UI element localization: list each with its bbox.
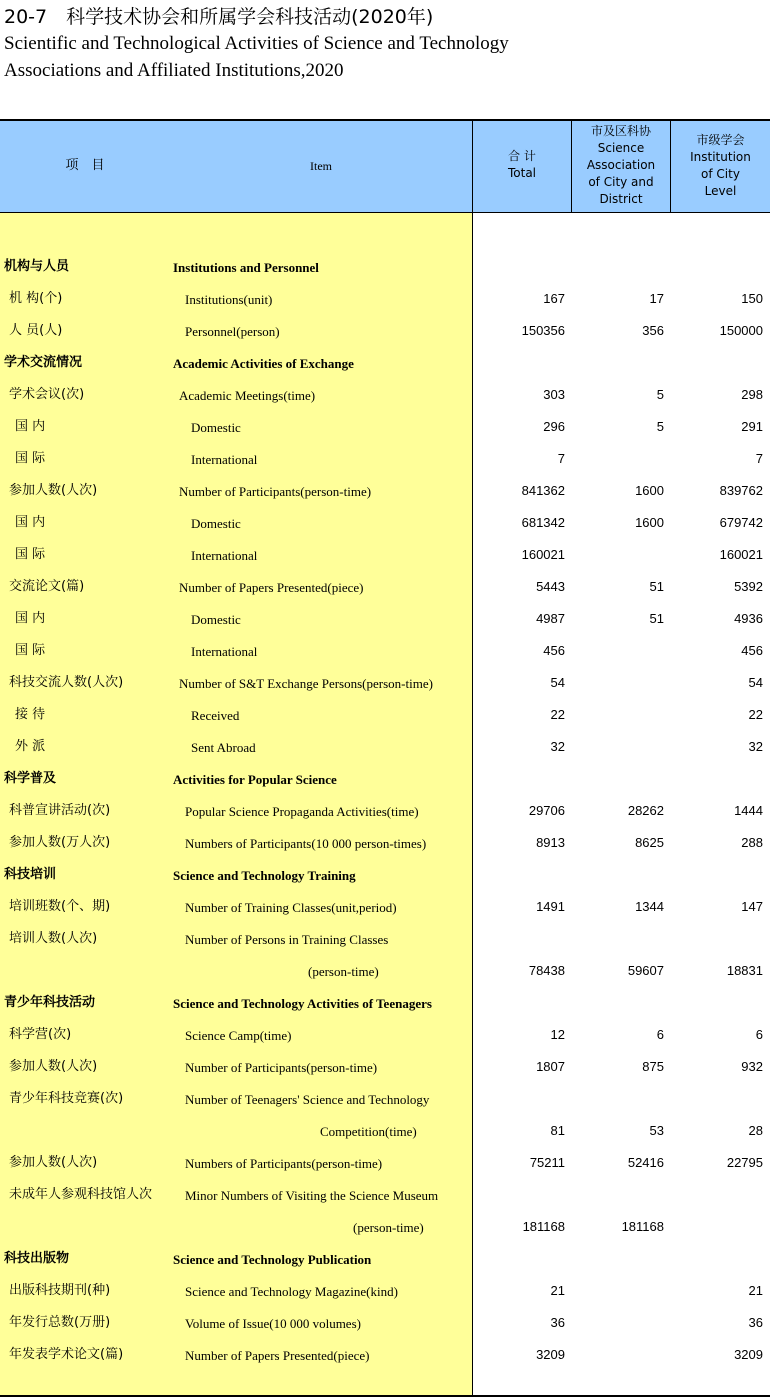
row-label-chinese: 科技交流人数(人次)	[9, 675, 124, 690]
row-label-english: Number of S&T Exchange Persons(person-time)	[179, 676, 433, 691]
row-label-english: Volume of Issue(10 000 volumes)	[185, 1316, 361, 1331]
cell-total: 303	[543, 387, 565, 402]
row-label-english: Science Camp(time)	[185, 1028, 292, 1043]
row-label-chinese: 国 际	[15, 643, 46, 658]
cell-institution: 3209	[734, 1347, 763, 1362]
table-row	[0, 411, 770, 443]
row-label-chinese: 人 员(人)	[9, 323, 63, 338]
cell-institution: 5392	[734, 579, 763, 594]
cell-total: 12	[550, 1027, 565, 1042]
row-label-chinese: 年发表学术论文(篇)	[9, 1347, 124, 1362]
cell-institution: 932	[741, 1059, 763, 1074]
table-title-chinese: 20-7 科学技术协会和所属学会科技活动(2020年)	[4, 6, 434, 28]
row-label-english: International	[191, 644, 258, 659]
cell-institution: 36	[748, 1315, 763, 1330]
row-label-english: International	[191, 548, 258, 563]
table-row	[0, 283, 770, 315]
row-label-chinese: 未成年人参观科技馆人次	[9, 1187, 153, 1202]
cell-total: 78438	[528, 963, 565, 978]
row-label-english: Institutions(unit)	[185, 292, 273, 307]
cell-city-district: 51	[649, 579, 664, 594]
header-institution-english: Institution	[690, 150, 751, 164]
cell-institution: 1444	[734, 803, 763, 818]
row-label-english: Personnel(person)	[185, 324, 280, 339]
row-label-english: Domestic	[191, 612, 241, 627]
table-row	[0, 507, 770, 539]
cell-city-district: 51	[649, 611, 664, 626]
table-row	[0, 1211, 770, 1243]
header-city-district	[572, 123, 670, 208]
cell-total: 21	[550, 1283, 565, 1298]
cell-institution: 160021	[719, 547, 763, 562]
cell-total: 7	[557, 451, 565, 466]
cell-total: 1807	[536, 1059, 565, 1074]
cell-city-district: 52416	[627, 1155, 664, 1170]
cell-city-district: 5	[656, 419, 664, 434]
cell-total: 296	[543, 419, 565, 434]
row-label-chinese: 青少年科技活动	[4, 995, 96, 1010]
header-city-english: Association	[586, 158, 656, 172]
cell-total: 1491	[536, 899, 565, 914]
row-label-english: Competition(time)	[320, 1124, 417, 1139]
cell-city-district: 8625	[635, 835, 664, 850]
cell-institution: 21	[748, 1283, 763, 1298]
row-label-english: Science and Technology Publication	[173, 1252, 372, 1267]
cell-institution: 32	[748, 739, 763, 754]
table-row	[0, 1051, 770, 1083]
table-row	[0, 795, 770, 827]
table-row	[0, 1019, 770, 1051]
cell-city-district: 1600	[635, 515, 664, 530]
cell-city-district: 356	[642, 323, 664, 338]
title-block	[4, 4, 509, 84]
row-label-chinese: 机构与人员	[4, 259, 70, 274]
row-label-chinese: 培训人数(人次)	[9, 931, 98, 946]
row-label-chinese: 外 派	[15, 739, 46, 754]
table-row	[0, 315, 770, 347]
cell-institution: 456	[741, 643, 763, 658]
cell-institution: 54	[748, 675, 763, 690]
cell-city-district: 53	[649, 1123, 664, 1138]
cell-institution: 22795	[726, 1155, 763, 1170]
row-label-english: Minor Numbers of Visiting the Science Museum	[185, 1188, 439, 1203]
row-label-chinese: 接 待	[15, 707, 46, 722]
cell-institution: 28	[748, 1123, 763, 1138]
cell-institution: 147	[741, 899, 763, 914]
row-label-chinese: 科普宣讲活动(次)	[9, 803, 111, 818]
header-institution-chinese: 市级学会	[696, 133, 745, 147]
header-city-english: of City and	[588, 175, 654, 189]
header-item-english: Item	[310, 159, 332, 173]
section-header-row	[0, 763, 770, 795]
cell-city-district: 875	[642, 1059, 664, 1074]
row-label-chinese: 交流论文(篇)	[9, 579, 85, 594]
cell-total: 681342	[521, 515, 565, 530]
cell-total: 160021	[521, 547, 565, 562]
table-row	[0, 603, 770, 635]
row-label-chinese: 青少年科技竞赛(次)	[9, 1091, 124, 1106]
table-row	[0, 1339, 770, 1371]
header-institution-english: Level	[704, 184, 737, 198]
table-title-english-line-1: Scientific and Technological Activities of Science and Technology	[4, 33, 509, 54]
table-row	[0, 379, 770, 411]
section-header-row	[0, 251, 770, 283]
row-label-english: Activities for Popular Science	[173, 772, 337, 787]
table-row	[0, 955, 770, 987]
header-total	[473, 148, 571, 182]
row-label-chinese: 科技出版物	[4, 1251, 70, 1266]
table-row	[0, 475, 770, 507]
cell-city-district: 28262	[627, 803, 664, 818]
cell-city-district: 17	[649, 291, 664, 306]
row-label-english: Numbers of Participants(person-time)	[185, 1156, 383, 1171]
cell-total: 22	[550, 707, 565, 722]
row-label-chinese: 科学营(次)	[9, 1027, 72, 1042]
section-header-row	[0, 859, 770, 891]
row-label-chinese: 参加人数(人次)	[9, 1155, 98, 1170]
header-item-chinese: 项 目	[65, 158, 105, 173]
row-label-english: Science and Technology Training	[173, 868, 356, 883]
row-label-english: Academic Meetings(time)	[179, 388, 316, 403]
cell-city-district: 1600	[635, 483, 664, 498]
table-row	[0, 1275, 770, 1307]
table-row	[0, 731, 770, 763]
row-label-chinese: 学术会议(次)	[9, 387, 85, 402]
table-row	[0, 443, 770, 475]
cell-total: 8913	[536, 835, 565, 850]
cell-city-district: 1344	[635, 899, 664, 914]
row-label-chinese: 国 内	[15, 515, 46, 530]
cell-institution: 18831	[726, 963, 763, 978]
cell-total: 81	[550, 1123, 565, 1138]
header-total-english: Total	[507, 166, 537, 180]
header-city-english: Science	[597, 141, 645, 155]
cell-city-district: 5	[656, 387, 664, 402]
cell-total: 75211	[529, 1155, 565, 1170]
row-label-english: Numbers of Participants(10 000 person-times)	[185, 836, 427, 851]
cell-total: 29706	[528, 803, 565, 818]
header-institution-english: of City	[701, 167, 740, 181]
table-row	[0, 1179, 770, 1211]
table-row	[0, 539, 770, 571]
row-label-chinese: 参加人数(人次)	[9, 1059, 98, 1074]
header-city-chinese: 市及区科协	[590, 124, 651, 138]
table-row	[0, 1083, 770, 1115]
cell-total: 36	[550, 1315, 565, 1330]
row-label-chinese: 出版科技期刊(种)	[9, 1283, 111, 1298]
row-label-english: Number of Teenagers' Science and Technology	[185, 1092, 430, 1107]
row-label-english: Number of Training Classes(unit,period)	[185, 900, 397, 915]
row-label-chinese: 国 内	[15, 611, 46, 626]
cell-institution: 150000	[719, 323, 763, 338]
table-row	[0, 891, 770, 923]
row-label-english: Number of Papers Presented(piece)	[179, 580, 364, 595]
cell-total: 841362	[521, 483, 565, 498]
cell-city-district: 59607	[627, 963, 664, 978]
row-label-english: Number of Persons in Training Classes	[185, 932, 389, 947]
cell-institution: 298	[741, 387, 763, 402]
table-row	[0, 699, 770, 731]
row-label-chinese: 学术交流情况	[4, 355, 83, 370]
header-institution	[671, 132, 770, 200]
cell-total: 167	[543, 291, 565, 306]
table-row	[0, 667, 770, 699]
row-label-english: (person-time)	[353, 1220, 424, 1235]
row-label-chinese: 年发行总数(万册)	[9, 1315, 111, 1330]
row-label-chinese: 国 内	[15, 419, 46, 434]
cell-institution: 839762	[719, 483, 763, 498]
cell-total: 4987	[536, 611, 565, 626]
row-label-english: Number of Participants(person-time)	[179, 484, 372, 499]
row-label-chinese: 国 际	[15, 547, 46, 562]
table-row	[0, 1307, 770, 1339]
cell-institution: 4936	[734, 611, 763, 626]
cell-institution: 679742	[719, 515, 763, 530]
row-label-english: Number of Papers Presented(piece)	[185, 1348, 370, 1363]
row-label-english: Domestic	[191, 420, 241, 435]
row-label-chinese: 参加人数(人次)	[9, 483, 98, 498]
section-header-row	[0, 987, 770, 1019]
table-row	[0, 827, 770, 859]
cell-total: 54	[550, 675, 565, 690]
table-row	[0, 1147, 770, 1179]
row-label-chinese: 科技培训	[4, 867, 57, 882]
cell-institution: 22	[748, 707, 763, 722]
table-row	[0, 635, 770, 667]
cell-city-district: 6	[656, 1027, 664, 1042]
statistics-table	[0, 119, 770, 1397]
cell-total: 181168	[522, 1219, 565, 1234]
cell-institution: 7	[755, 451, 763, 466]
section-header-row	[0, 347, 770, 379]
row-label-english: Domestic	[191, 516, 241, 531]
table-row	[0, 923, 770, 955]
row-label-chinese: 机 构(个)	[9, 291, 63, 306]
row-label-english: Received	[191, 708, 240, 723]
row-label-english: Popular Science Propaganda Activities(time)	[185, 804, 419, 819]
row-label-english: Science and Technology Activities of Teenagers	[173, 996, 432, 1011]
cell-institution: 150	[741, 291, 763, 306]
table-row	[0, 571, 770, 603]
row-label-english: Sent Abroad	[191, 740, 256, 755]
cell-total: 5443	[536, 579, 565, 594]
header-city-english: District	[599, 192, 643, 206]
cell-total: 456	[543, 643, 565, 658]
row-label-english: International	[191, 452, 258, 467]
cell-institution: 6	[755, 1027, 763, 1042]
header-total-chinese: 合 计	[508, 149, 536, 163]
row-label-english: Science and Technology Magazine(kind)	[185, 1284, 398, 1299]
row-label-english: Academic Activities of Exchange	[173, 356, 354, 371]
cell-institution: 291	[741, 419, 763, 434]
section-header-row	[0, 1243, 770, 1275]
cell-city-district: 181168	[621, 1219, 664, 1234]
table-row	[0, 1115, 770, 1147]
row-label-chinese: 培训班数(个、期)	[9, 899, 111, 914]
row-label-english: Institutions and Personnel	[173, 260, 319, 275]
row-label-chinese: 参加人数(万人次)	[9, 835, 111, 850]
row-label-chinese: 国 际	[15, 451, 46, 466]
cell-total: 150356	[521, 323, 565, 338]
cell-total: 32	[550, 739, 565, 754]
header-separator	[0, 212, 770, 213]
row-label-english: (person-time)	[308, 964, 379, 979]
row-label-chinese: 科学普及	[4, 771, 57, 786]
cell-total: 3209	[536, 1347, 565, 1362]
cell-institution: 288	[741, 835, 763, 850]
row-label-english: Number of Participants(person-time)	[185, 1060, 378, 1075]
table-title-english-line-2: Associations and Affiliated Institutions,2020	[4, 60, 344, 81]
